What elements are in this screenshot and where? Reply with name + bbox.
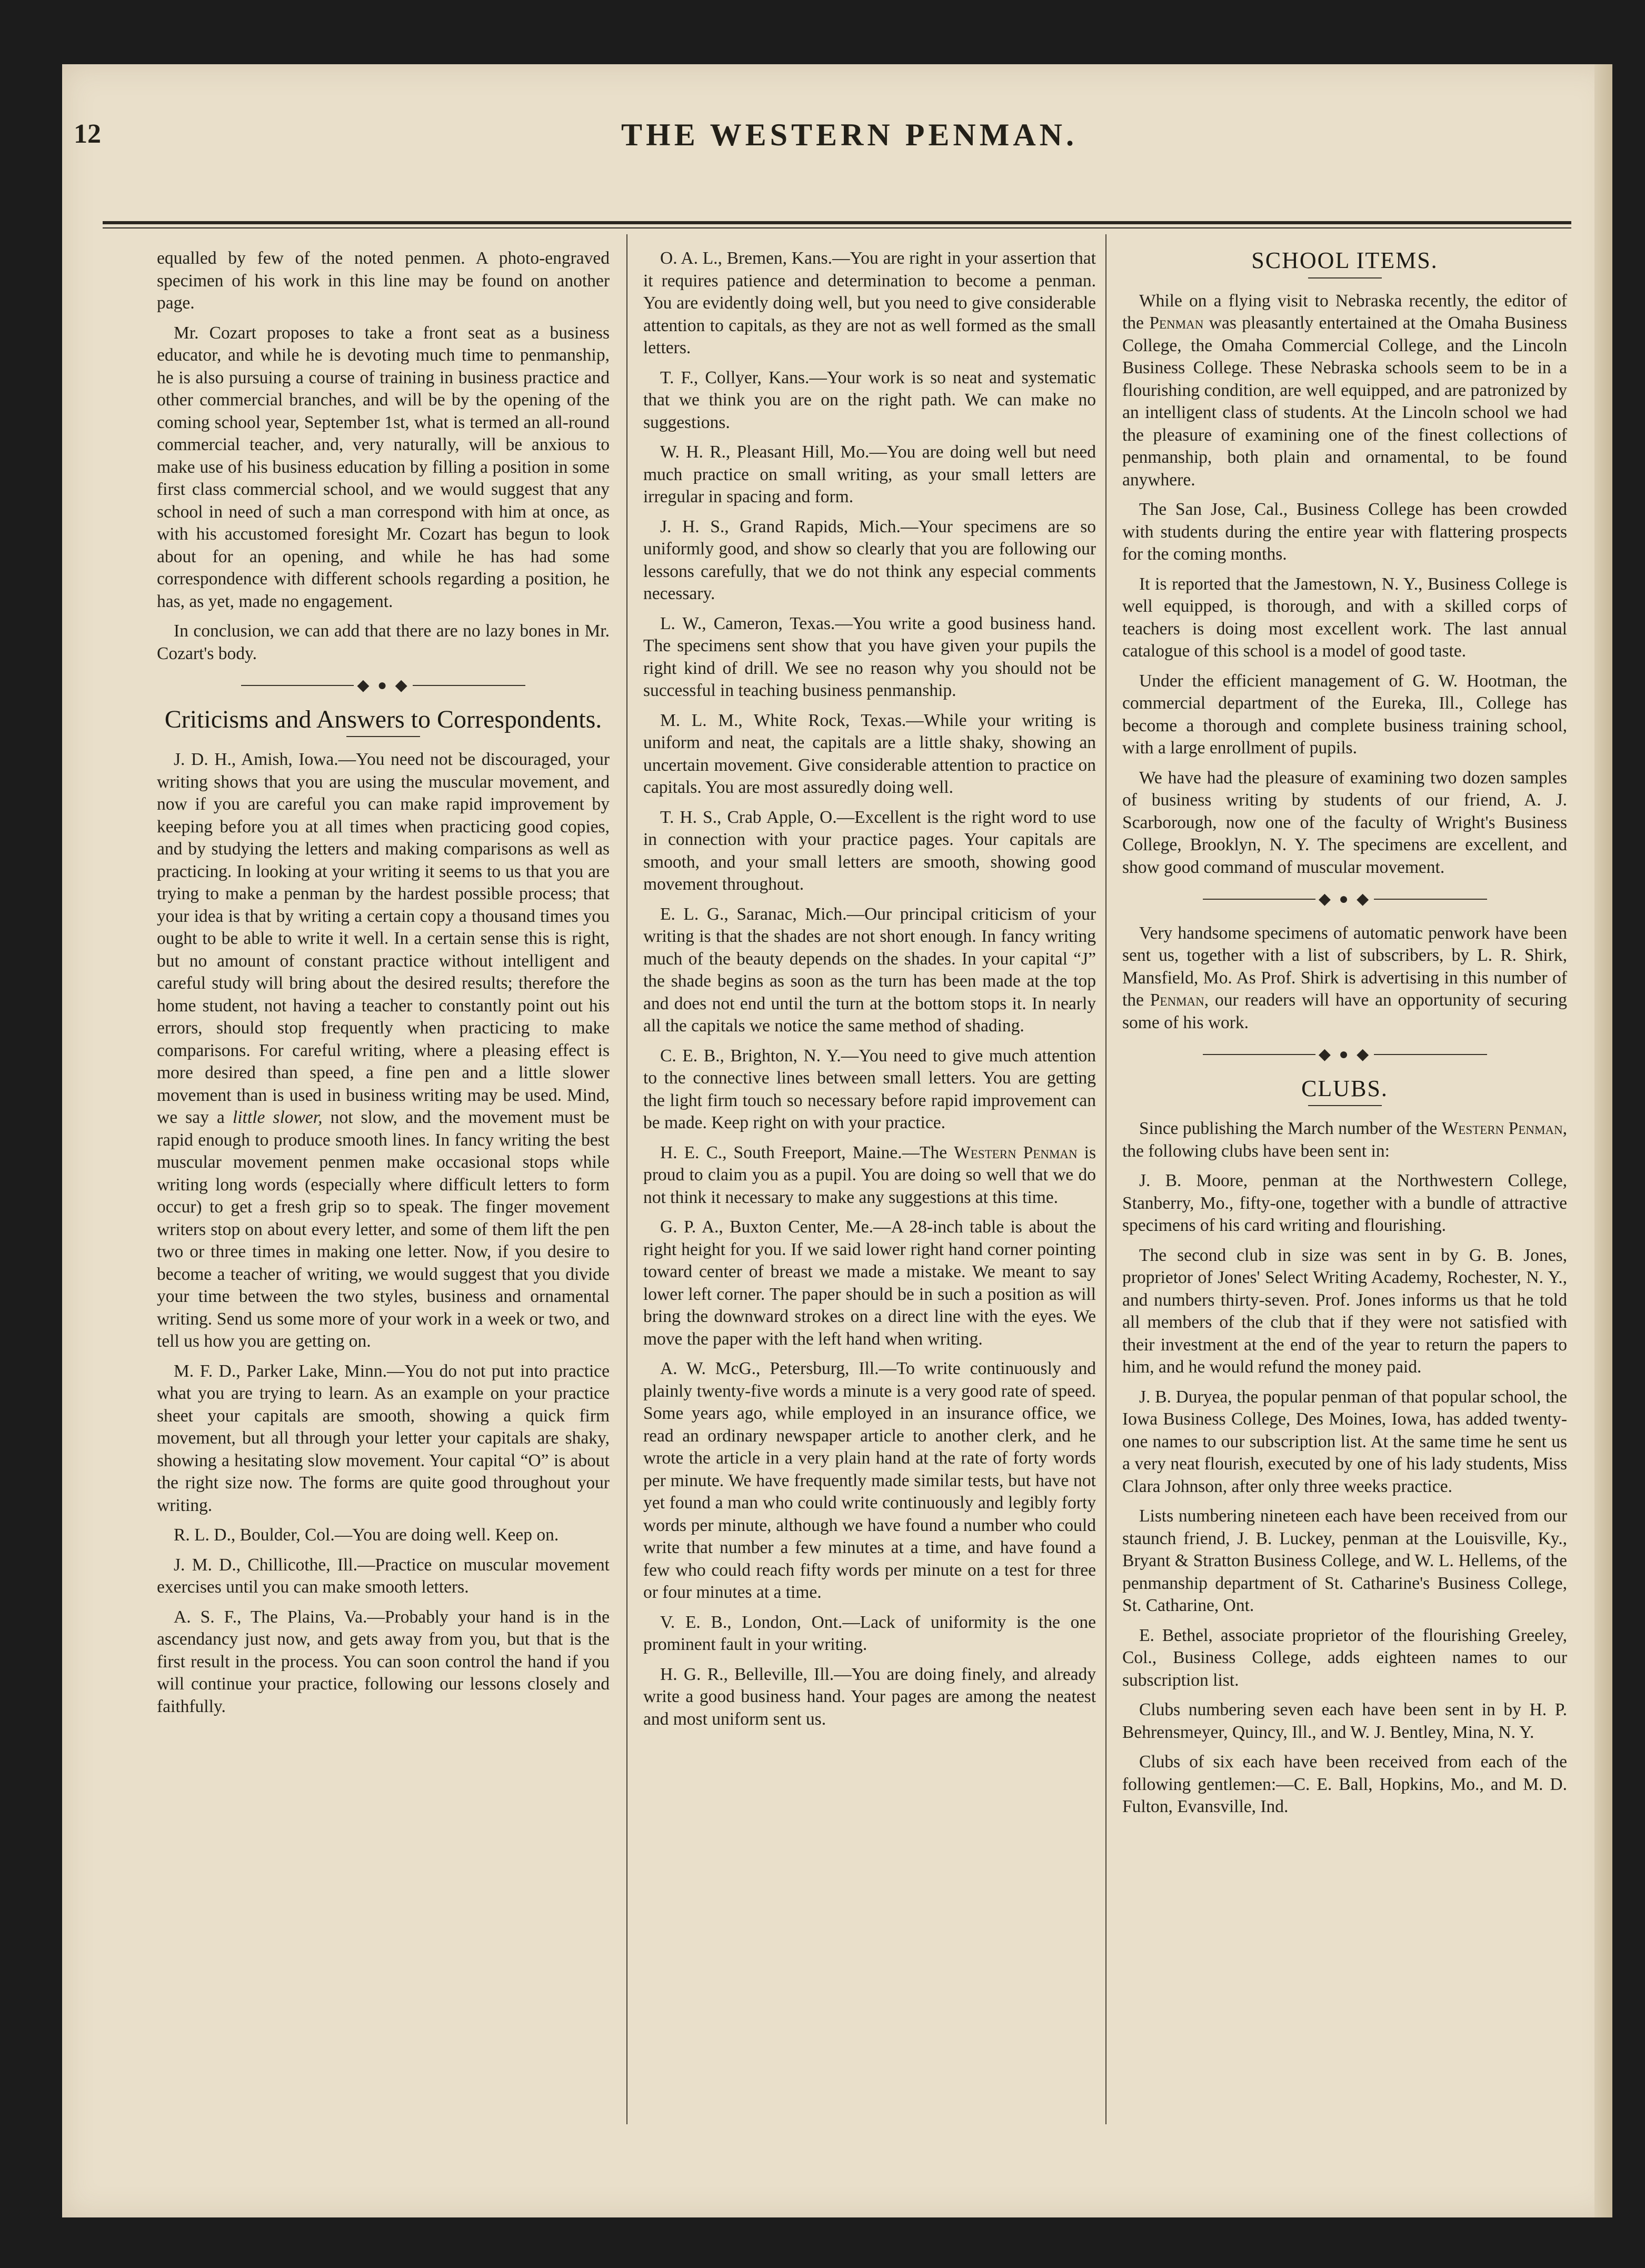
- ornament-glyph: ◆ ● ◆: [357, 677, 410, 694]
- paragraph: [1122, 922, 1567, 1034]
- paragraph: Lists numbering nineteen each have been received from our staunch friend, J. B. Luckey, penman at the Louisville, Ky., Bryant & Stratton Business College, and W. L. Hellems, of the penmanship department of St. Catharine's Business College, St. Catharine, Ont.: [1122, 1506, 1567, 1615]
- clubs-heading: CLUBS.: [1301, 1075, 1388, 1101]
- paragraph: L. W., Cameron, Texas.—You write a good business hand. The specimens sent show that you have given your pupils the right kind of drill. We see no reason why you should not be successful in teaching business penmanship.: [643, 613, 1096, 700]
- section-ornament: [1203, 888, 1487, 911]
- paragraph: T. H. S., Crab Apple, O.—Excellent is the right word to use in connection with your practice pages. Your capitals are smooth, and your small letters are smooth, showing good movement throughout.: [643, 807, 1096, 894]
- text-run: Very handsome specimens of automatic penwork have been sent us, together with a list of subscribers, by L. R. Shirk, Mansfield, Mo. As Prof. Shirk is advertising in this number of the: [1122, 923, 1567, 1010]
- text-run: H. E. C., South Freeport, Maine.—The: [660, 1142, 948, 1162]
- paragraph: J. B. Moore, penman at the Northwestern College, Stanberry, Mo., fifty-one, together with a bundle of attractive specimens of his card writing and flourishing.: [1122, 1171, 1567, 1235]
- criticisms-heading: Criticisms and Answers to Correspondents.: [164, 705, 602, 733]
- paragraph: The San Jose, Cal., Business College has been crowded with students during the entire year with flattering prospects for the coming months.: [1122, 500, 1567, 564]
- text-run: While on a flying visit to Nebraska recently, the editor of the: [1122, 291, 1567, 333]
- paragraph: V. E. B., London, Ont.—Lack of uniformity is the one prominent fault in your writing.: [643, 1612, 1096, 1654]
- text-run: was pleasantly entertained at the Omaha Business College, the Omaha Commercial College, and the Lincoln Business College. These Nebraska schools seem to be in a flourishing condition, are well equipped, and are patronized by an intelligent class of students. At the Lincoln school we had the pleasure of examining one of the finest collections of penmanship, both plain and ornamental, to be found anywhere.: [1122, 313, 1568, 490]
- masthead-title: THE WESTERN PENMAN.: [621, 117, 1078, 152]
- paragraph: We have had the pleasure of examining two dozen samples of business writing by students of our friend, A. J. Scarborough, now one of the faculty of Wright's Business College, Brooklyn, N. Y. The specimens are excellent, and show good command of muscular movement.: [1122, 768, 1567, 877]
- text-run: J. D. H., Amish, Iowa.—You need not be discouraged, your writing shows that you are using the muscular movement, and now if you are careful you can make rapid improvement by keeping before you at all times when practicing good copies, and by studying the letters and making comparisons as well as practicing. In looking at your writing it seems to us that you are trying to make a penman by the hardest possible process; that your idea is that by writing a certain copy a thousand times you ought to be able to write it well. In a certain sense this is right, but no amount of constant practice without intelligent and careful study will bring about the desired results; therefore the home student, not having a teacher to constantly point out his errors, should stop frequently when practicing to make comparisons. For careful writing, where a pleasing effect is more desired than speed, a fine pen and a little slower movement than is used in business writing may be used. Mind, we say a: [157, 750, 610, 1127]
- emphasis-text: little slower,: [232, 1108, 323, 1127]
- paragraph: [643, 1142, 1096, 1209]
- column-divider-1: [626, 234, 627, 2124]
- paragraph: Under the efficient management of G. W. Hootman, the commercial department of the Eureka, Ill., College has become a thorough and complete business training school, with a large enrollment of pupils.: [1122, 671, 1567, 758]
- paragraph: Clubs numbering seven each have been sent in by H. P. Behrensmeyer, Quincy, Ill., and W. J. Bentley, Mina, N. Y.: [1122, 1700, 1567, 1742]
- header-rule-thin: [103, 227, 1571, 228]
- section-ornament: [1203, 1043, 1487, 1066]
- section-ornament: [241, 674, 525, 697]
- paragraph: A. S. F., The Plains, Va.—Probably your hand is in the ascendancy just now, and gets away from you, but that is the first result in the process. You can soon control the hand if you will continue your practice, following our lessons closely and faithfully.: [157, 1607, 610, 1716]
- paragraph: H. G. R., Belleville, Ill.—You are doing finely, and already write a good business hand. Your pages are among the neatest and most uniform sent us.: [643, 1664, 1096, 1729]
- heading-rule: [1308, 1105, 1382, 1106]
- ornament-line: [241, 685, 354, 686]
- ornament-line: [1203, 899, 1315, 900]
- small-caps-text: Penman: [1149, 313, 1204, 333]
- paragraph: [157, 749, 610, 1353]
- paragraph: O. A. L., Bremen, Kans.—You are right in your assertion that it requires patience and determination to become a penman. You are evidently doing well, but you need to give considerable attention to capitals, as they are not as well formed as the small letters.: [643, 248, 1096, 357]
- paragraph: E. L. G., Saranac, Mich.—Our principal criticism of your writing is that the shades are not short enough. In fancy writing much of the beauty depends on the shades. In your capital “J” the shade begins as soon as the turn has been made at the top and does not end until the turn at the bottom stops it. In nearly all the capitals we notice the same method of shading.: [643, 904, 1096, 1036]
- paragraph: C. E. B., Brighton, N. Y.—You need to give much attention to the connective lines between small letters. You are getting the light firm touch so necessary before rapid improvement can be made. Keep right on with your practice.: [643, 1046, 1096, 1132]
- ornament-glyph: ◆ ● ◆: [1318, 1046, 1371, 1063]
- small-caps-text: Western Penman: [954, 1142, 1078, 1162]
- ornament-line: [1374, 1054, 1487, 1055]
- paragraph: W. H. R., Pleasant Hill, Mo.—You are doing well but need much practice on small writing, as your small letters are irregular in spacing and form.: [643, 442, 1096, 506]
- paragraph: J. M. D., Chillicothe, Ill.—Practice on muscular movement exercises until you can make smooth letters.: [157, 1555, 610, 1597]
- paragraph: [1122, 1118, 1567, 1162]
- school-items-heading: SCHOOL ITEMS.: [1251, 247, 1438, 273]
- column-2: [643, 247, 1096, 1738]
- header-rule-thick: [103, 221, 1571, 224]
- paragraph: Clubs of six each have been received from each of the following gentlemen:—C. E. Ball, Hopkins, Mo., and M. D. Fulton, Evansville, Ind.: [1122, 1752, 1567, 1816]
- paragraph: M. F. D., Parker Lake, Minn.—You do not put into practice what you are trying to learn. As an example on your practice sheet your capitals are smooth, showing a quick firm movement, but all through your letter your capitals are shaky, showing a hesitating slow movement. Your capital “O” is about the right size now. The forms are quite good throughout your writing.: [157, 1361, 610, 1515]
- paragraph: G. P. A., Buxton Center, Me.—A 28-inch table is about the right height for you. If we said lower right hand corner pointing toward center of breast we made a mistake. We meant to say lower left corner. The paper should be in such a position as will bring the downward strokes on a direct line with the eyes. We move the paper with the left hand when writing.: [643, 1217, 1096, 1349]
- page-gutter: [1594, 64, 1612, 2217]
- small-caps-text: Western Penman: [1441, 1119, 1563, 1138]
- text-run: Since publishing the March number of the: [1139, 1119, 1438, 1138]
- small-caps-text: Penman: [1150, 990, 1204, 1010]
- paragraph: T. F., Collyer, Kans.—Your work is so neat and systematic that we think you are on the right path. We can make no suggestions.: [643, 367, 1096, 432]
- paragraph: E. Bethel, associate proprietor of the flourishing Greeley, Col., Business College, adds eighteen names to our subscription list.: [1122, 1625, 1567, 1690]
- paragraph: M. L. M., White Rock, Texas.—While your writing is uniform and neat, the capitals are a little shaky, showing an uncertain movement. Give considerable attention to practice on capitals. You are most assuredly doing well.: [643, 710, 1096, 797]
- page-number: 12: [74, 119, 101, 149]
- ornament-line: [1374, 899, 1487, 900]
- column-3: [1122, 247, 1567, 1826]
- paragraph: J. H. S., Grand Rapids, Mich.—Your specimens are so uniformly good, and show so clearly that you are following our lessons carefully, that we do not think any especial comments necessary.: [643, 516, 1096, 603]
- paragraph: In conclusion, we can add that there are no lazy bones in Mr. Cozart's body.: [157, 621, 610, 663]
- text-run: not slow, and the movement must be rapid enough to produce smooth lines. In fancy writing the best muscular movement penmen make occasional stops while writing long words (especially where difficult letters to form occur) to get a fresh grip so to speak. The finger movement writers stop on about every letter, and some of them lift the pen two or three times in making one letter. Now, if you desire to become a teacher of writing, we would suggest that you divide your time between the two styles, business and ornamental writing. Send us some more of your work in a week or two, and tell us how you are getting on.: [157, 1108, 610, 1351]
- heading-rule: [346, 736, 420, 737]
- paragraph: [1122, 290, 1567, 492]
- paragraph: Mr. Cozart proposes to take a front seat as a business educator, and while he is devoting much time to penmanship, he is also pursuing a course of training in business practice and other commercial branches, and will be by the opening of the coming school year, September 1st, what is termed an all-round commercial teacher, and, very naturally, will be anxious to make use of his business education by filling a position in some first class commercial school, and we would suggest that any school in need of such a man correspond with him at once, as with his accustomed foresight Mr. Cozart has begun to look about for an opening, and while he has had some correspondence with different schools regarding a position, he has, as yet, made no engagement.: [157, 323, 610, 611]
- text-run: , the following clubs have been sent in:: [1122, 1119, 1567, 1161]
- heading-rule: [1308, 277, 1382, 278]
- ornament-line: [413, 685, 525, 686]
- paragraph: A. W. McG., Petersburg, Ill.—To write continuously and plainly twenty-five words a minute is a very good rate of speed. Some years ago, while employed in an insurance office, we read an ordinary newspaper article to another clerk, and he wrote the article in a very plain hand at the rate of forty words per minute. We have frequently made similar tests, but have not yet found a man who could write continuously and legibly forty words per minute, although we have found a number who could write that number a few minutes at a time, and have found a few who could reach fifty words per minute on a test for three or four minutes at a time.: [643, 1359, 1096, 1602]
- ornament-glyph: ◆ ● ◆: [1318, 890, 1371, 908]
- text-run: , our readers will have an opportunity of securing some of his work.: [1122, 990, 1567, 1032]
- paragraph: equalled by few of the noted penmen. A photo-engraved specimen of his work in this line may be found on another page.: [157, 248, 610, 313]
- paragraph: J. B. Duryea, the popular penman of that popular school, the Iowa Business College, Des Moines, Iowa, has added twenty-one names to our subscription list. At the same time he sent us a very neat flourish, executed by one of his lady students, Miss Clara Johnson, after only three weeks practice.: [1122, 1387, 1567, 1496]
- column-1: [157, 247, 610, 1725]
- paragraph: R. L. D., Boulder, Col.—You are doing well. Keep on.: [174, 1525, 559, 1545]
- paragraph: The second club in size was sent in by G. B. Jones, proprietor of Jones' Select Writing Academy, Rochester, N. Y., and numbers thirty-seven. Prof. Jones informs us that he told all members of the club that if they were not satisfied with their investment at the end of the year to return the papers to him, and he would refund the money paid.: [1122, 1245, 1567, 1377]
- ornament-line: [1203, 1054, 1315, 1055]
- text-run: is proud to claim you as a pupil. You are doing so well that we do not think it necessary to make any suggestions at this time.: [643, 1142, 1096, 1207]
- paragraph: It is reported that the Jamestown, N. Y., Business College is well equipped, is thorough, and with a skilled corps of teachers is doing most excellent work. The last annual catalogue of this school is a model of good taste.: [1122, 574, 1567, 661]
- column-divider-2: [1105, 234, 1106, 2124]
